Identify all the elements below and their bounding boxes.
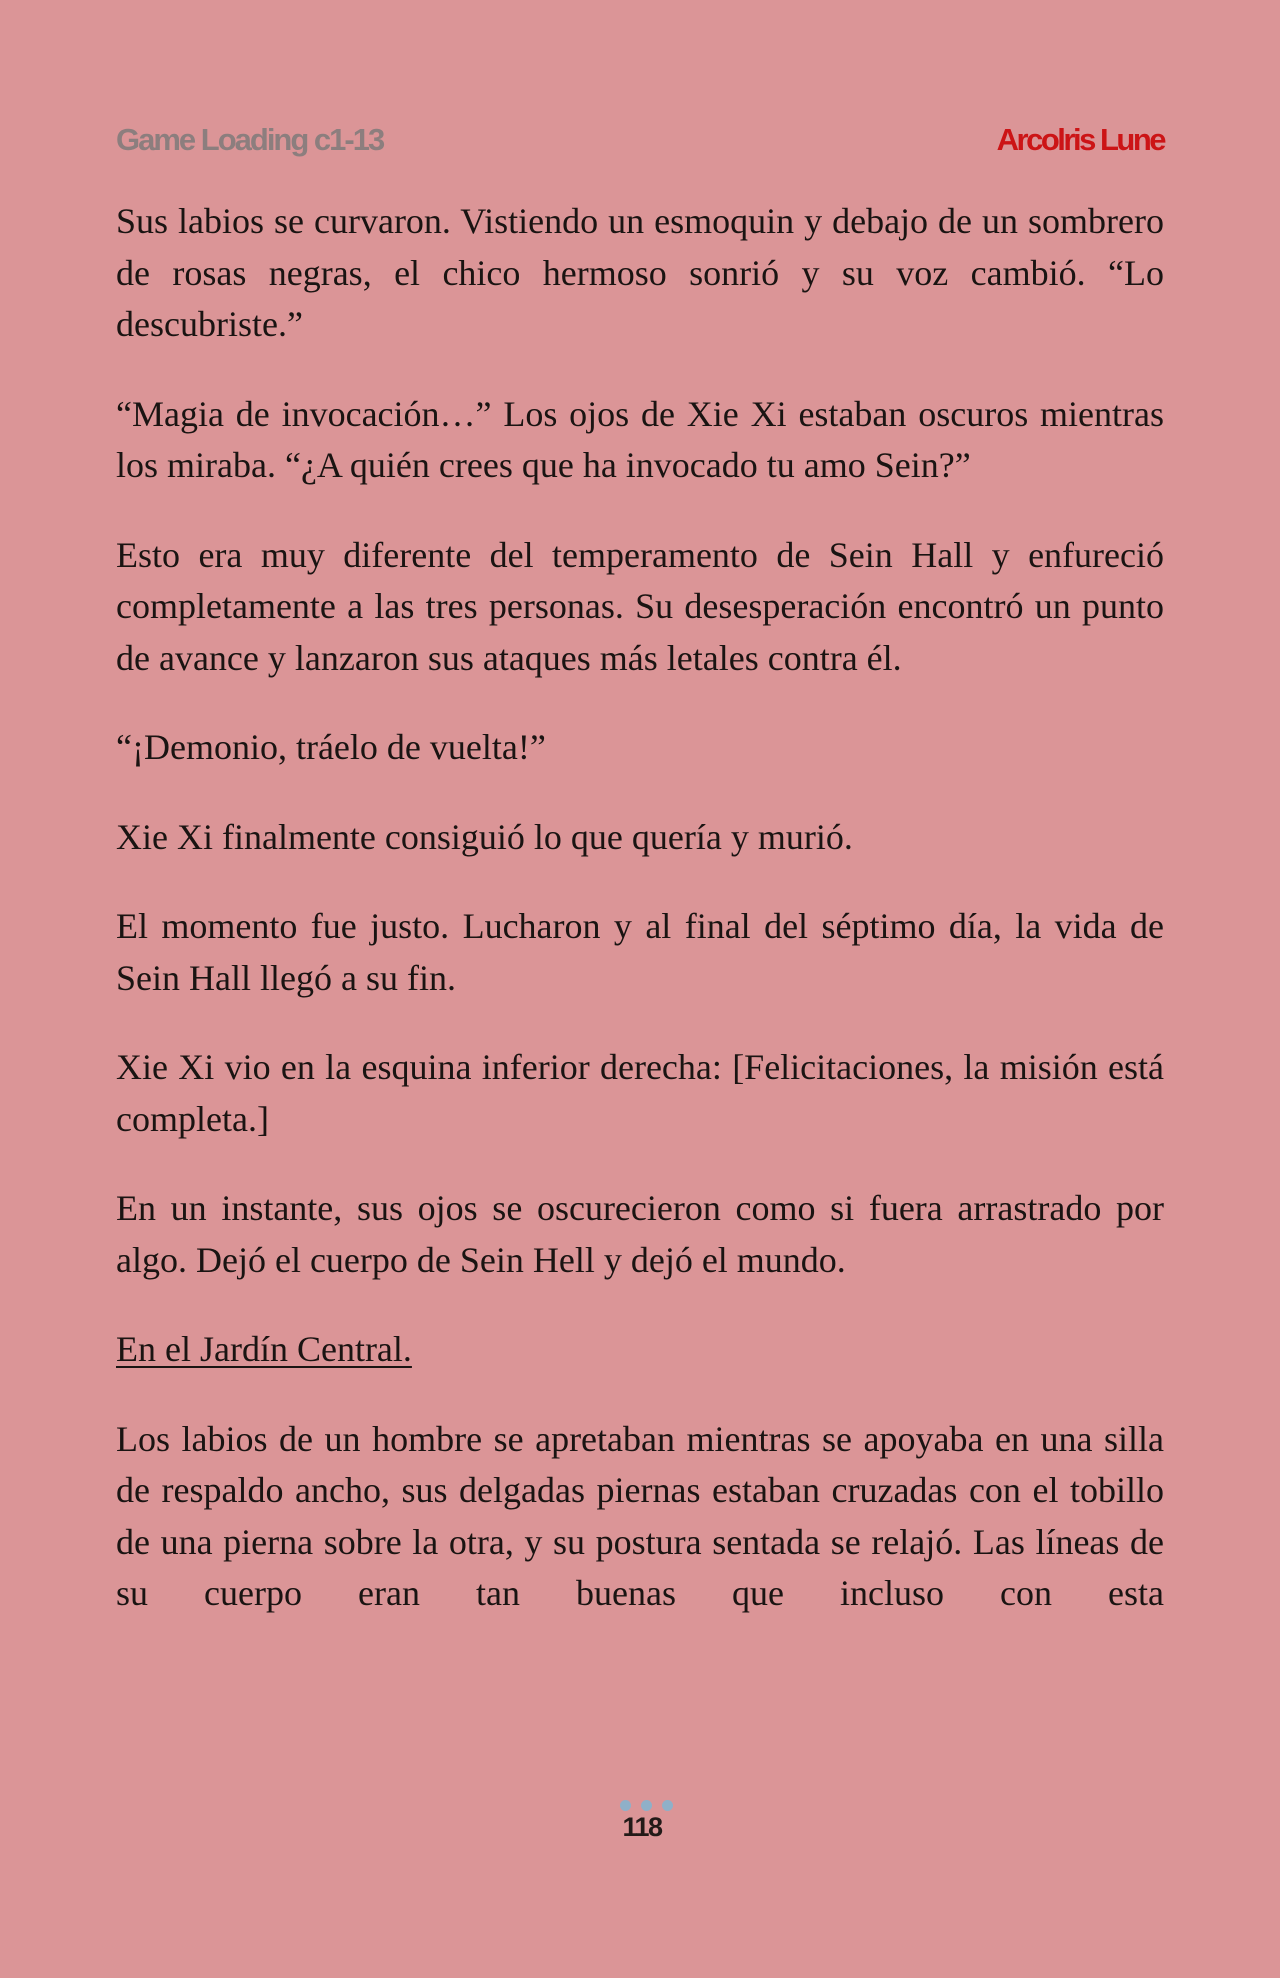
paragraph: “¡Demonio, tráelo de vuelta!” [116,727,546,767]
paragraph: Esto era muy diferente del temperamento de Sein Hall y enfureció completamente a las tres personas. Su desesperación encontró un punto de avance y lanzaron sus ataques más letales contra él. [116,534,1164,678]
paragraph: Sus labios se curvaron. Vistiendo un esmoquin y debajo de un sombrero de rosas negras, el chico hermoso sonrió y su voz cambió. “Lo descubriste.” [116,201,1164,344]
book-title-header: Game Loading c1-13 [116,122,384,157]
paragraph: “Magia de invocación…” Los ojos de Xie Xi estaban oscuros mientras los miraba. “¿A quién crees que ha invocado tu amo Sein?” [116,393,1164,485]
page-footer [0,1800,1280,1842]
dot-icon [641,1800,652,1811]
dot-icon [620,1800,631,1811]
paragraph: En un instante, sus ojos se oscurecieron como si fuera arrastrado por algo. Dejó el cuerpo de Sein Hell y dejó el mundo. [116,1188,1164,1280]
paragraph: Xie Xi vio en la esquina inferior derecha: [Felicitaciones, la misión está completa.] [116,1047,1164,1139]
dot-icon [662,1800,673,1811]
paragraph: Xie Xi finalmente consiguió lo que quería y murió. [116,816,853,857]
dots-ornament-icon [12,1800,1280,1812]
page-body [116,196,1164,1620]
paragraph: El momento fue justo. Lucharon y al final del séptimo día, la vida de Sein Hall llegó a su fin. [116,906,1164,998]
page-header [116,118,1164,162]
paragraph: Los labios de un hombre se apretaban mientras se apoyaba en una silla de respaldo ancho, sus delgadas piernas estaban cruzadas con el tobillo de una pierna sobre la otra, y su postura sentada se relajó. Las líneas de su cuerpo eran tan buenas que incluso con esta [116,1418,1164,1613]
scene-heading: En el Jardín Central. [116,1329,412,1369]
page-number: 118 [622,1812,662,1842]
translator-credit-header: Arcolris Lune [996,122,1164,157]
